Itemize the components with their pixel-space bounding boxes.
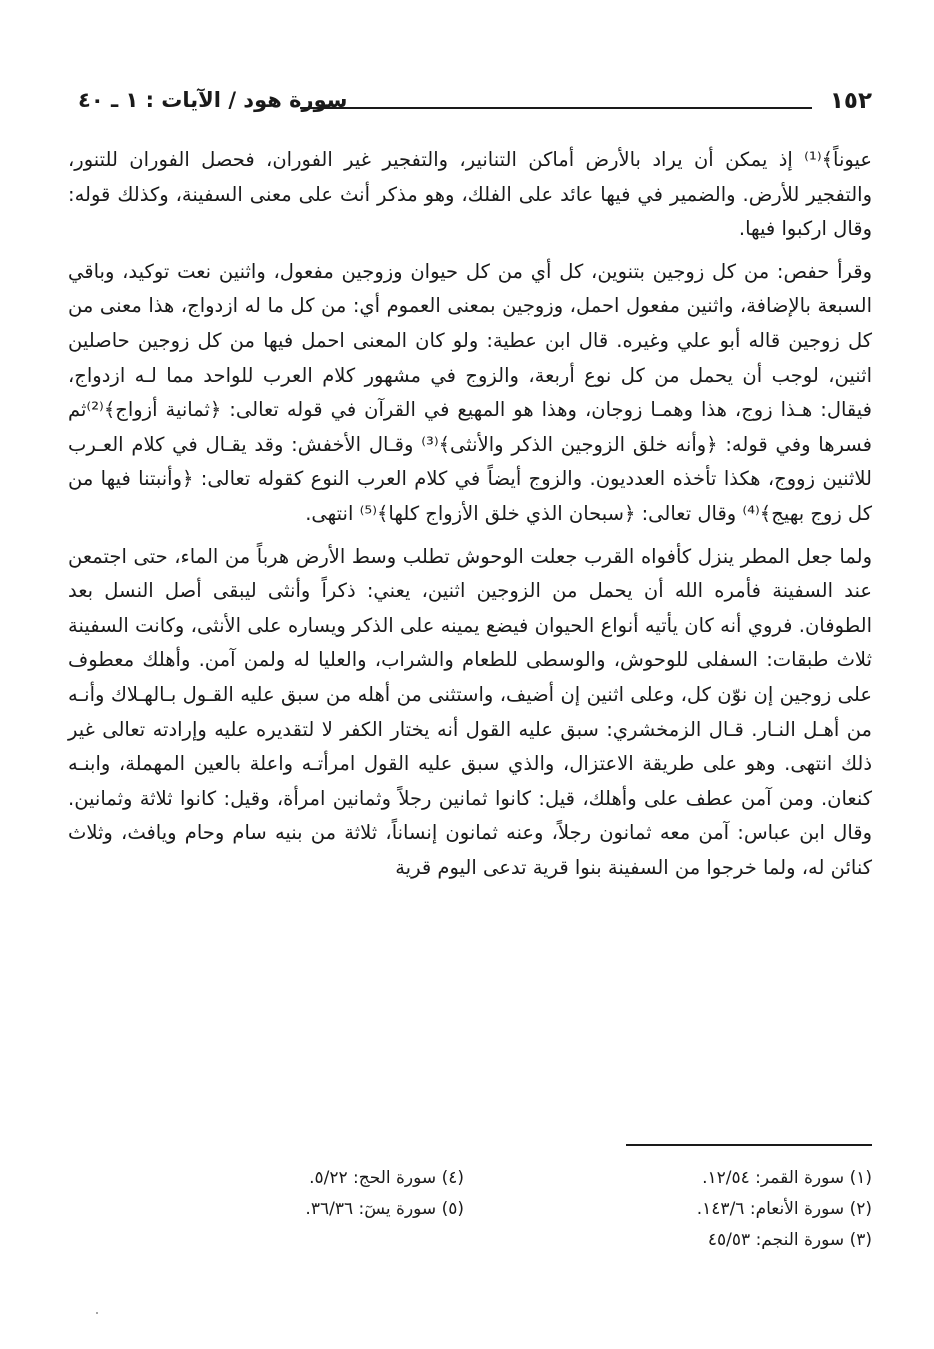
- paragraph-1: عيوناً﴾⁽¹⁾ إذ يمكن أن يراد بالأرض أماكن التنانير، والتفجير غير الفوران، فحصل الفوران للتنور، والتفجير للأرض. والضمير في فيها عائد على الفلك، وهو مذكر أنث على معنى السفينة، وكذلك قوله: وقال اركبوا فيها.: [68, 148, 872, 241]
- footnotes-left-column: [134, 1163, 464, 1225]
- footnote-separator: [626, 1144, 872, 1146]
- paragraph-2: وقرأ حفص: من كل زوجين بتنوين، كل أي من كل حيوان وزوجين مفعول، واثنين نعت توكيد، وباقي السبعة بالإضافة، واثنين مفعول احمل، وزوجين بمعنى العموم أي: من كل ما له ازدواج، هذا معنى من كل زوجين قاله أبو علي وغيره. قال ابن عطية: ولو كان المعنى احمل فيها من كل زوجين حاصلين اثنين، لوجب أن يحمل من كل نوع أربعة، والزوج في مشهور كلام العرب للواحد مما لـه ازدواج، فيقال: هـذا زوج، هذا وهمـا زوجان، وهذا هو المهيع في القرآن في قوله تعالى: ﴿ثمانية أزواج﴾⁽²⁾ثم فسرها وفي قوله: ﴿وأنه خلق الزوجين الذكر والأنثى﴾⁽³⁾ وقـال الأخفش: وقد يقـال في كلام العـرب للاثنين زووج، هكذا تأخذه العدديون. والزوج أيضاً في كلام العرب النوع كقوله تعالى: ﴿وأنبتنا فيها من كل زوج بهيج﴾⁽⁴⁾ وقال تعالى: ﴿سبحان الذي خلق الأزواج كلها﴾⁽⁵⁾ انتهى.: [68, 259, 872, 525]
- page-header: [78, 84, 872, 124]
- footnote-3: (٣) سورة النجم: ٤٥/٥٣: [707, 1230, 872, 1250]
- header-rule: [300, 107, 812, 109]
- footnote-4: (٤) سورة الحج: ٥/٢٢.: [309, 1168, 464, 1188]
- page-number: ١٥٢: [829, 88, 872, 114]
- footnote-5: (٥) سورة يسٓ: ٣٦/٣٦.: [305, 1199, 464, 1219]
- footnote-2: (٢) سورة الأنعام: ١٤٣/٦.: [696, 1199, 872, 1219]
- scan-speck: [96, 1312, 98, 1314]
- footnote-1: (١) سورة القمر: ١٢/٥٤.: [702, 1168, 872, 1188]
- running-title: سورة هود / الآيات : ١ ـ ٤٠: [78, 88, 348, 112]
- paragraph-3: ولما جعل المطر ينزل كأفواه القرب جعلت الوحوش تطلب وسط الأرض هرباً من الماء، حتى اجتمعن عند السفينة فأمره الله أن يحمل من الزوجين اثنين، يعني: ذكراً وأنثى ليبقى أصل النسل بعد الطوفان. فروي أنه كان يأتيه أنواع الحيوان فيضع يمينه على الذكر ويساره على الأنثى، وكانت السفينة ثلاث طبقات: السفلى للوحوش، والوسطى للطعام والشراب، والعليا له ولمن آمن. وأهلك معطوف على زوجين إن نوّن كل، وعلى اثنين إن أضيف، واستثنى من أهله من سبق عليه القـول بـالهـلاك وأنـه من أهـل النـار. قـال الزمخشري: سبق عليه القول أنه يختار الكفر لا لتقديره عليه وإرادته تعالى غير ذلك انتهى. وهو على طريقة الاعتزال، والذي سبق عليه القول امرأتـه واعلة بالعين المهملة، وابنـه كنعان. ومن آمن عطف على وأهلك، قيل: كانوا ثمانين رجلاً وثمانين امرأة، وقيل: كانوا ثلاثة وثمانين. وقال ابن عباس: آمن معه ثمانون رجلاً، وعنه ثمانون إنساناً، ثلاثة من بنيه سام وحام ويافث، وثلاث كنائن له، ولما خرجوا من السفينة بنوا قرية تدعى اليوم قرية: [68, 544, 872, 879]
- footnotes-right-column: [542, 1163, 872, 1256]
- main-text: [68, 143, 872, 885]
